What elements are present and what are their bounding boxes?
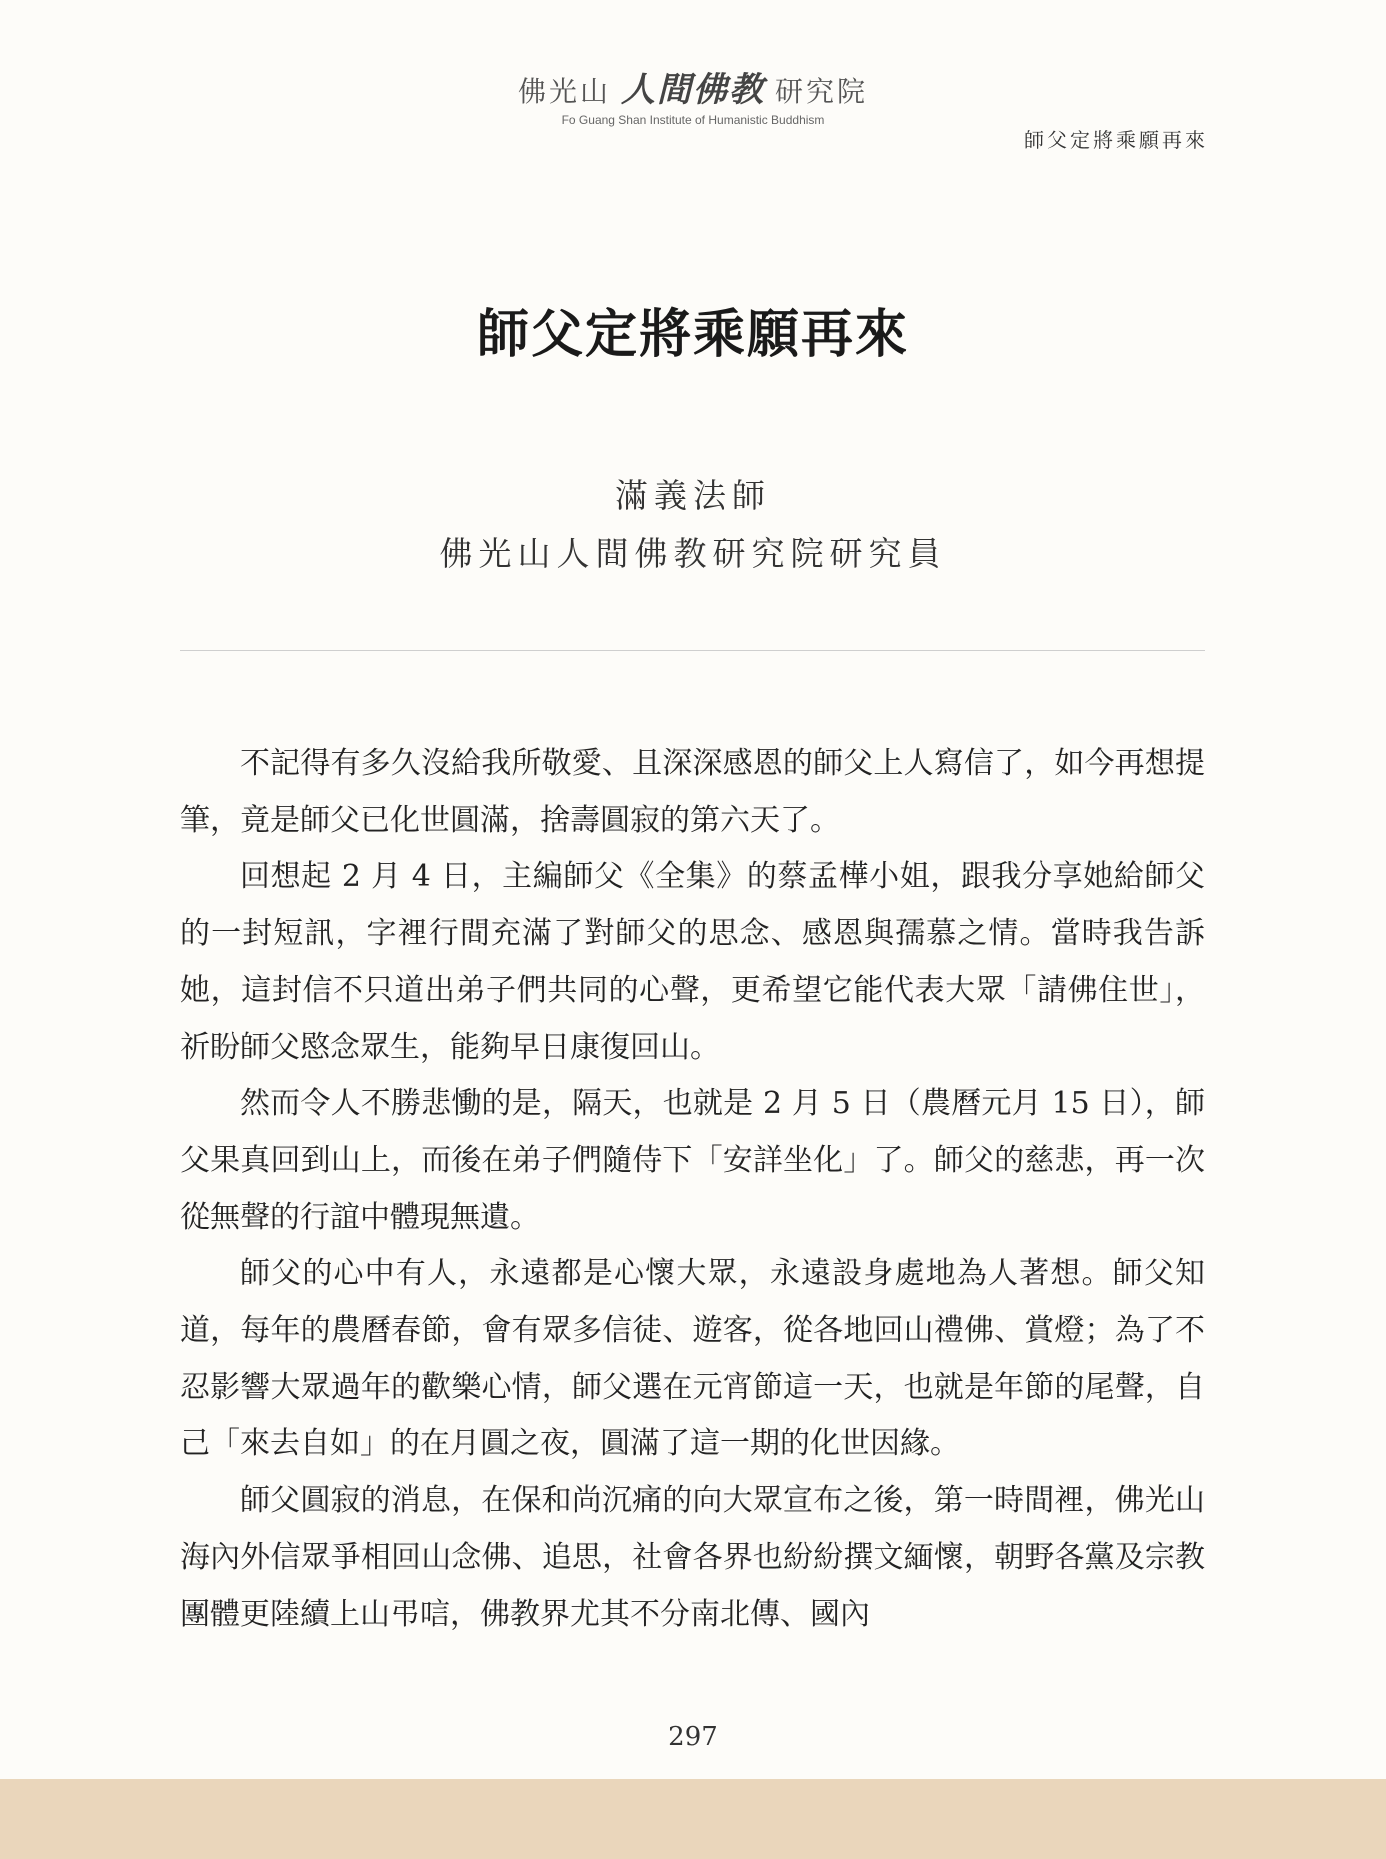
- page-number: 297: [668, 1722, 718, 1752]
- logo-script: 人間佛教: [621, 70, 765, 110]
- author-name: 滿義法師: [615, 476, 771, 515]
- article-body: [180, 736, 1205, 1643]
- logo-english: Fo Guang Shan Institute of Humanistic Buddhism: [561, 113, 825, 127]
- logo-prefix: 佛光山: [517, 75, 611, 108]
- paragraph: 不記得有多久沒給我所敬愛、且深深感恩的師父上人寫信了，如今再想提筆，竟是師父已化世圓滿，捨壽圓寂的第六天了。: [180, 746, 1205, 838]
- institute-logo: [0, 62, 1386, 127]
- footer-band: [0, 1779, 1386, 1859]
- logo-title: [0, 62, 1386, 111]
- paragraph: 回想起 2 月 4 日，主編師父《全集》的蔡孟樺小姐，跟我分享她給師父的一封短訊，字裡行間充滿了對師父的思念、感恩與孺慕之情。當時我告訴她，這封信不只道出弟子們共同的心聲，更希望它能代表大眾「請佛住世」，祈盼師父愍念眾生，能夠早日康復回山。: [180, 859, 1205, 1065]
- article-title: 師父定將乘願再來: [476, 304, 909, 365]
- running-head: 師父定將乘願再來: [1024, 128, 1208, 152]
- paragraph: 然而令人不勝悲慟的是，隔天，也就是 2 月 5 日（農曆元月 15 日），師父果真回到山上，而後在弟子們隨侍下「安詳坐化」了。師父的慈悲，再一次從無聲的行誼中體現無遺。: [180, 1086, 1205, 1235]
- divider: [180, 650, 1205, 651]
- paragraph: 師父圓寂的消息，在保和尚沉痛的向大眾宣布之後，第一時間裡，佛光山海內外信眾爭相回山念佛、追思，社會各界也紛紛撰文緬懷，朝野各黨及宗教團體更陸續上山弔唁，佛教界尤其不分南北傳、國內: [180, 1483, 1205, 1632]
- logo-suffix: 研究院: [775, 75, 869, 108]
- paragraph: 師父的心中有人，永遠都是心懷大眾，永遠設身處地為人著想。師父知道，每年的農曆春節，會有眾多信徒、遊客，從各地回山禮佛、賞燈；為了不忍影響大眾過年的歡樂心情，師父選在元宵節這一天，也就是年節的尾聲，自己「來去自如」的在月圓之夜，圓滿了這一期的化世因緣。: [180, 1256, 1205, 1462]
- author-affiliation: 佛光山人間佛教研究院研究員: [439, 534, 947, 573]
